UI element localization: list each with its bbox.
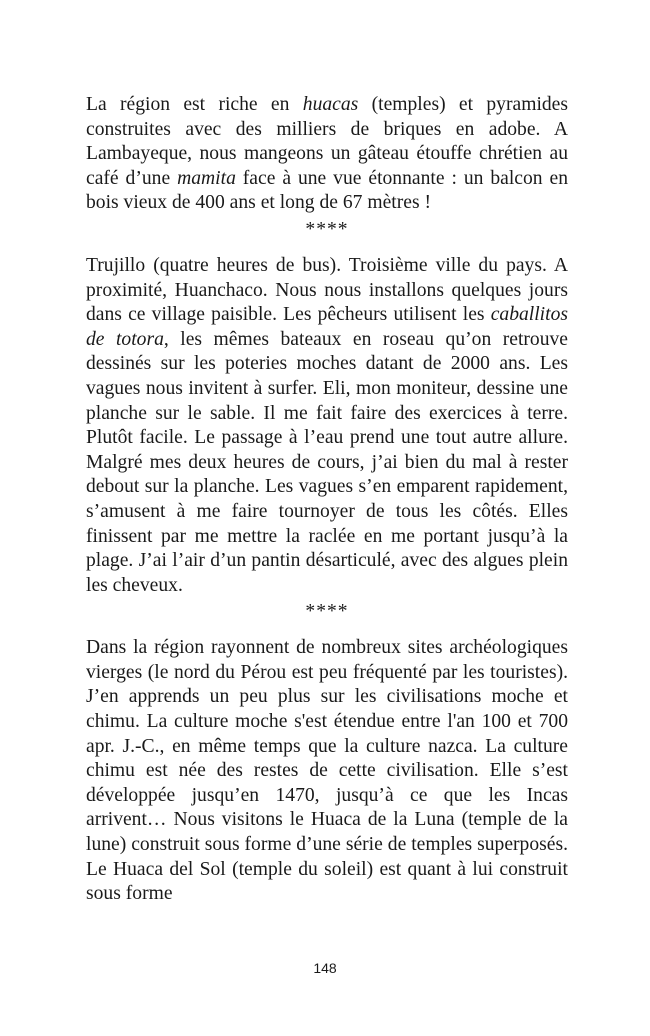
paragraph-2 bbox=[86, 254, 568, 598]
paragraph-2-text-b: , les mêmes bateaux en roseau qu’on retrouve dessinés sur les poteries moches datant de 2000 ans. Les vagues nous invitent à surfer. Eli, mon moniteur, dessine une planche sur le sable. Il me fait faire des exercices à terre. Plutôt facile. Le passage à l’eau prend une tout autre allure. Malgré mes deux heures de cours, j’ai bien du mal à rester debout sur la planche. Les vagues s’en emparent rapidement, s’amusent à me faire tournoyer de tous les côtés. Elles finissent par me mettre la raclée en me portant jusqu’à la plage. J’ai l’air d’un pantin désarticulé, avec des algues plein les cheveux. bbox=[86, 328, 569, 596]
paragraph-1 bbox=[86, 93, 568, 216]
paragraph-3 bbox=[86, 636, 568, 907]
paragraph-1-text-c: face à une vue étonnante : un balcon en bois vieux de 400 ans et long de 67 mètres ! bbox=[86, 167, 568, 214]
page-body bbox=[86, 93, 568, 907]
paragraph-2-text-a: Trujillo (quatre heures de bus). Troisième ville du pays. A proximité, Huanchaco. Nous nous installons quelques jours dans ce village paisible. Les pêcheurs utilisent les bbox=[86, 254, 568, 326]
paragraph-3-text-a: Dans la région rayonnent de nombreux sites archéologiques vierges (le nord du Pérou est peu fréquenté par les touristes). J’en apprends un peu plus sur les civilisations moche et chimu. La culture moche s'est étendue entre l'an 100 et 700 apr. J.-C., en même temps que la culture nazca. La culture chimu est née des restes de cette civilisation. Elle s’est développée jusqu’en 1470, jusqu’à ce que les Incas arrivent… Nous visitons le Huaca de la Luna (temple de la lune) construit sous forme d’une série de temples superposés. Le Huaca del Sol (temple du soleil) est quant à lui construit sous forme bbox=[86, 637, 568, 905]
section-separator-1: **** bbox=[305, 218, 349, 240]
paragraph-2-italic-caballitos: caballitos de totora bbox=[86, 304, 568, 350]
page-number: 148 bbox=[313, 960, 337, 976]
paragraph-1-italic-mamita: mamita bbox=[177, 167, 236, 189]
paragraph-1-text-a: La région est riche en bbox=[86, 94, 303, 115]
section-separator-2: **** bbox=[305, 601, 349, 623]
paragraph-1-text-b: (temples) et pyramides construites avec des milliers de briques en adobe. A Lambayeque, nous mangeons un gâteau étouffe chrétien au café d’une bbox=[86, 94, 568, 189]
paragraph-1-italic-huacas: huacas bbox=[302, 94, 359, 115]
